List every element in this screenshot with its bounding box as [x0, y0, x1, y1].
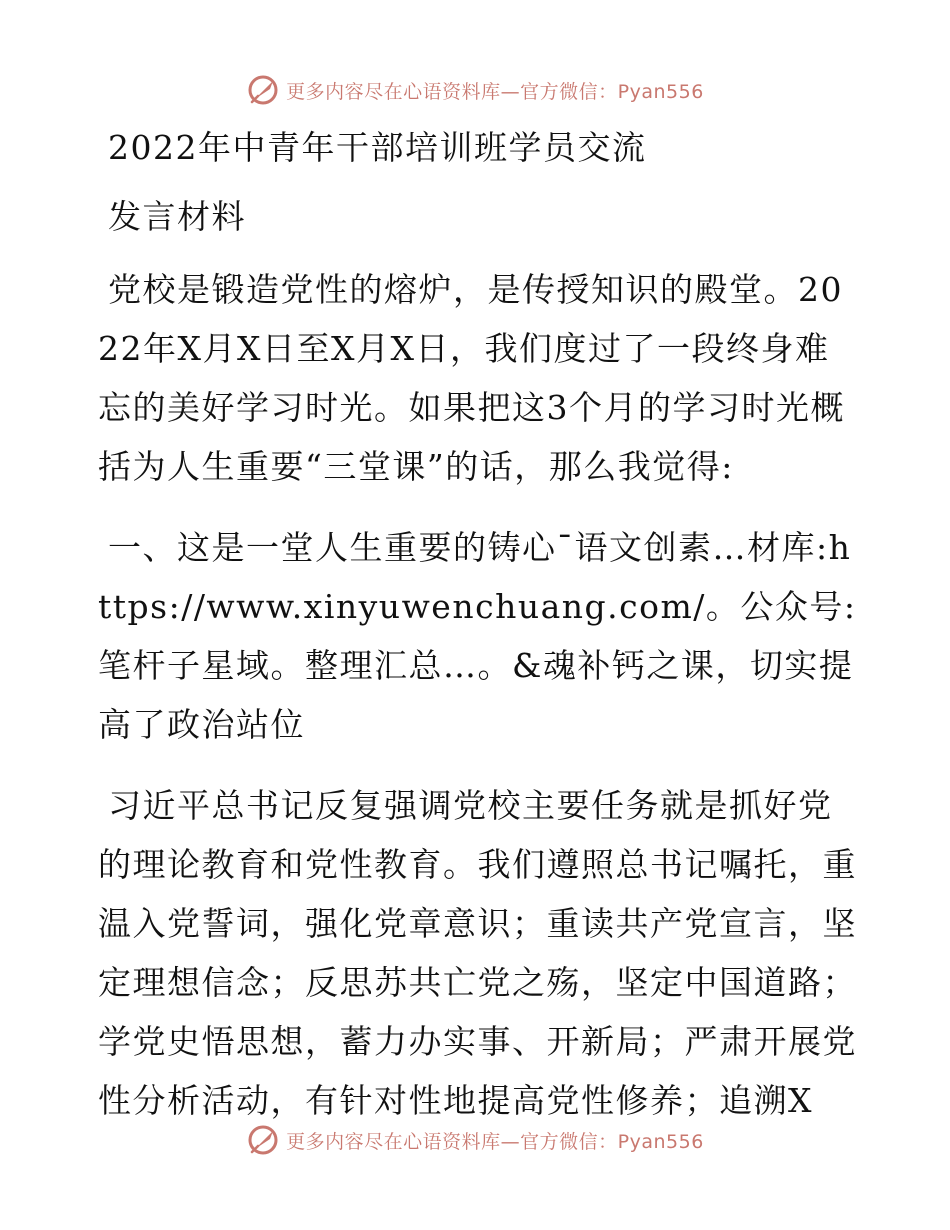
quill-seal-logo	[246, 1123, 280, 1157]
quill-seal-logo	[246, 73, 280, 107]
watermark-text: 更多内容尽在心语资料库—官方微信：Pyan556	[286, 1130, 704, 1153]
paragraph-section-one-heading: 一、这是一堂人生重要的铸心¯语文创素…材库:https://www.xinyuwenchuang.com/。公众号: 笔杆子星域。整理汇总…。&魂补钙之课，切实提高了政治站位	[98, 528, 857, 744]
watermark-header	[0, 70, 950, 110]
document-title: 2022年中青年干部培训班学员交流	[108, 128, 647, 167]
paragraph-intro: 党校是锻造党性的熔炉，是传授知识的殿堂。2022年X月X日至X月X日，我们度过了一段终身难忘的美好学习时光。如果把这3个月的学习时光概括为人生重要“三堂课”的话，那么我觉得:	[98, 270, 845, 486]
document-subtitle: 发言材料	[108, 197, 246, 236]
paragraph-party-education: 习近平总书记反复强调党校主要任务就是抓好党的理论教育和党性教育。我们遵照总书记嘱托，重温入党誓词，强化党章意识；重读共产党宣言，坚定理想信念；反思苏共亡党之殇，坚定中国道路；学党史悟思想，蓄力办实事、开新局；严肃开展党性分析活动，有针对性地提高党性修养；追溯X	[98, 786, 857, 1120]
document-body	[98, 118, 858, 1152]
watermark-text: 更多内容尽在心语资料库—官方微信：Pyan556	[286, 80, 704, 103]
watermark-footer	[0, 1120, 950, 1160]
